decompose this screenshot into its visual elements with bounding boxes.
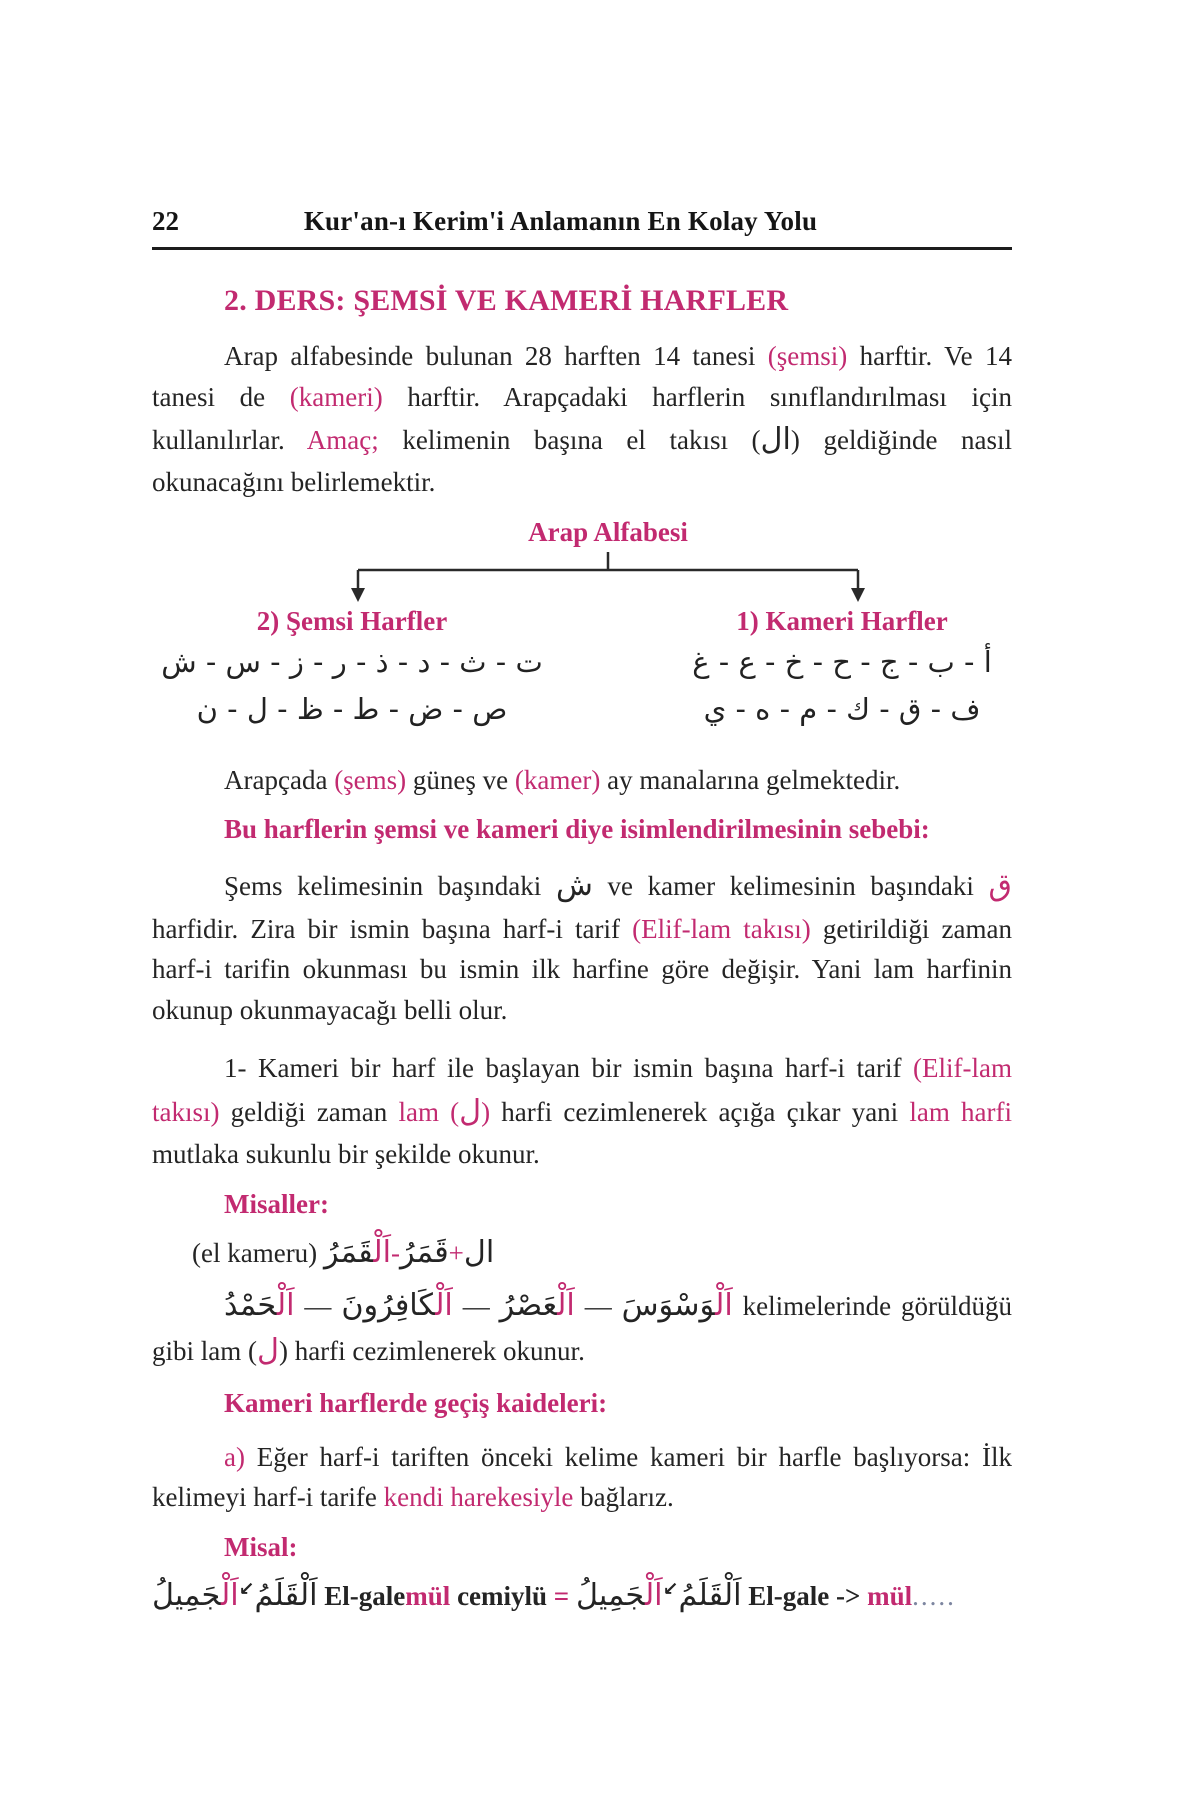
text-segment: اَلْ [221, 1577, 239, 1613]
text-segment: mutlaka sukunlu bir şekilde okunur. [152, 1139, 540, 1170]
misal-label: Misal: [224, 1531, 298, 1562]
final-example-line [152, 1573, 1012, 1618]
text-segment: — [452, 1290, 500, 1321]
text-segment: اَلْ [644, 1577, 663, 1613]
text-segment: اَلْ [373, 1234, 392, 1270]
text-segment: اَلْ [276, 1287, 295, 1323]
text-segment: قَمَرُ [400, 1234, 449, 1270]
meaning-paragraph [152, 760, 1012, 801]
lesson-title: 2. DERS: ŞEMSİ VE KAMERİ HARFLER [224, 284, 789, 317]
running-title: Kur'an-ı Kerim'i Anlamanın En Kolay Yolu [303, 206, 818, 236]
text-segment: ↙ [662, 1577, 679, 1600]
text-segment: lam harfi [909, 1096, 1012, 1127]
text-segment: (şemsi) [767, 341, 848, 371]
text-segment: -> [835, 1580, 861, 1611]
text-segment: اَلْ [435, 1287, 453, 1323]
text-segment: كَافِرُونَ [341, 1287, 436, 1323]
intro-paragraph [152, 336, 1012, 503]
words-example-paragraph [152, 1283, 1012, 1374]
naming-heading: Bu harflerin şemsi ve kameri diye isimlendirilmesinin sebebi: [224, 814, 930, 845]
text-segment: جَمِيلُ [575, 1577, 645, 1613]
text-segment: ) harfi cezimlenerek okunur. [278, 1336, 585, 1367]
text-segment: ال [463, 1234, 495, 1270]
text-segment: اَلْ [715, 1287, 733, 1323]
text-segment: ↙ [238, 1577, 255, 1600]
rule-a-paragraph [152, 1437, 1012, 1518]
text-segment: (kamer) [514, 764, 601, 795]
text-segment: El-gale [317, 1580, 406, 1611]
shemsi-column [152, 606, 552, 732]
alphabet-diagram [152, 517, 1012, 732]
kameri-letters-row2: ف - ق - ك - م - ه - ي [703, 692, 981, 727]
text-segment: ve kamer kelimesinin başındaki [592, 871, 989, 902]
text-segment: ال [760, 422, 791, 457]
text-segment: ش [555, 868, 593, 904]
text-segment: + [448, 1237, 464, 1268]
text-segment: mül [867, 1580, 913, 1611]
diagram-columns [152, 606, 1012, 732]
explanation-paragraph [152, 863, 1012, 1030]
text-segment: bağlarız. [573, 1482, 674, 1513]
text-segment: — [574, 1290, 622, 1321]
text-segment: ay manalarına gelmektedir. [600, 764, 901, 795]
text-segment: (şems) [334, 764, 407, 795]
text-segment: El-gale [741, 1580, 836, 1611]
text-segment: (Elif-lam takısı) [152, 1053, 1012, 1127]
text-segment: قَمَرُ [323, 1234, 374, 1270]
kameri-column [672, 606, 1012, 732]
misaller-label: Misaller: [224, 1188, 329, 1219]
text-segment: Arap alfabesinde bulunan 28 harften 14 tanesi [224, 341, 768, 371]
text-segment: عَصْرُ [499, 1287, 558, 1323]
text-segment: a) [224, 1441, 245, 1472]
kameri-label: 1) Kameri Harfler [736, 605, 948, 636]
page-header [152, 206, 1012, 237]
text-segment: Arapçada [224, 764, 335, 795]
text-segment: اَلْ [557, 1287, 575, 1323]
text-segment: cemiylü [450, 1580, 554, 1611]
rule1-paragraph [152, 1048, 1012, 1174]
text-segment: حَمْدُ [224, 1287, 277, 1323]
text-segment: (el kameru) [192, 1237, 324, 1268]
shemsi-letters-row2: ص - ض - ط - ظ - ل - ن [196, 692, 508, 727]
text-segment: harftir. Ve 14 tanesi de [152, 341, 1012, 412]
arrow-down-icon [351, 588, 365, 602]
text-segment: (Elif-lam takısı) [632, 913, 811, 944]
arrow-down-icon [851, 588, 865, 602]
text-segment: وَسْوَسَ [621, 1287, 716, 1323]
text-segment: اَلْقَلَمُ [678, 1577, 742, 1613]
page-number: 22 [152, 206, 179, 236]
text-segment: ) geldiğinde nasıl okunacağını belirlemektir. [152, 425, 1012, 498]
text-segment: 1- Kameri bir harf ile başlayan bir ismin başına harf-i tarif [224, 1053, 914, 1084]
text-segment: = [553, 1580, 570, 1611]
kameri-letters-row1: أ - ب - ج - ح - خ - ع - غ [692, 644, 992, 679]
kameri-rules-heading: Kameri harflerde geçiş kaideleri: [224, 1387, 608, 1418]
diagram-root-label: Arap Alfabesi [528, 516, 688, 547]
text-segment: güneş ve [406, 764, 515, 795]
text-segment: ق [988, 868, 1012, 904]
text-segment: ل [459, 1093, 482, 1129]
text-segment: lam ( [398, 1096, 460, 1127]
text-segment: Amaç; [306, 425, 379, 455]
text-segment: (kameri) [289, 381, 383, 412]
text-segment: جَمِيلُ [152, 1577, 222, 1613]
el-kameru-example [152, 1230, 1012, 1275]
text-segment: ..... [912, 1580, 956, 1611]
shemsi-letters-row1: ت - ث - د - ذ - ر - ز - س - ش [161, 644, 543, 679]
header-rule [152, 247, 1012, 250]
text-segment: kelimenin başına el takısı ( [378, 425, 761, 455]
text-segment: - [391, 1237, 401, 1268]
text-segment: getirildiği zaman harf-i tarifin okunması bu ismin ilk harfine göre değişir. Yani lam harfinin okunup okunmayacağı belli olur. [152, 913, 1012, 1025]
text-segment [569, 1581, 576, 1611]
text-segment: kelimelerinde görüldüğü gibi lam ( [152, 1290, 1013, 1367]
text-segment: mül [405, 1580, 451, 1611]
text-segment: ل [256, 1333, 279, 1369]
text-segment: geldiği zaman [219, 1096, 399, 1127]
text-segment: ) [481, 1096, 491, 1127]
text-segment: harfi cezimlenerek açığa çıkar yani [490, 1096, 910, 1127]
text-segment: — [294, 1290, 342, 1321]
text-segment: Şems kelimesinin başındaki [224, 871, 556, 902]
tree-connector [152, 550, 1012, 604]
text-segment: اَلْقَلَمُ [254, 1577, 318, 1613]
text-segment: kendi harekesiyle [383, 1482, 574, 1513]
text-segment: harftir. Arapçadaki harflerin sınıflandırılması için kullanılırlar. [152, 381, 1012, 455]
text-segment: Eğer harf-i tariften önceki kelime kameri bir harfle başlıyorsa: İlk kelimeyi harf-i tarife [152, 1441, 1012, 1513]
shemsi-label: 2) Şemsi Harfler [256, 605, 448, 636]
text-segment: harfidir. Zira bir ismin başına harf-i tarif [152, 913, 633, 944]
